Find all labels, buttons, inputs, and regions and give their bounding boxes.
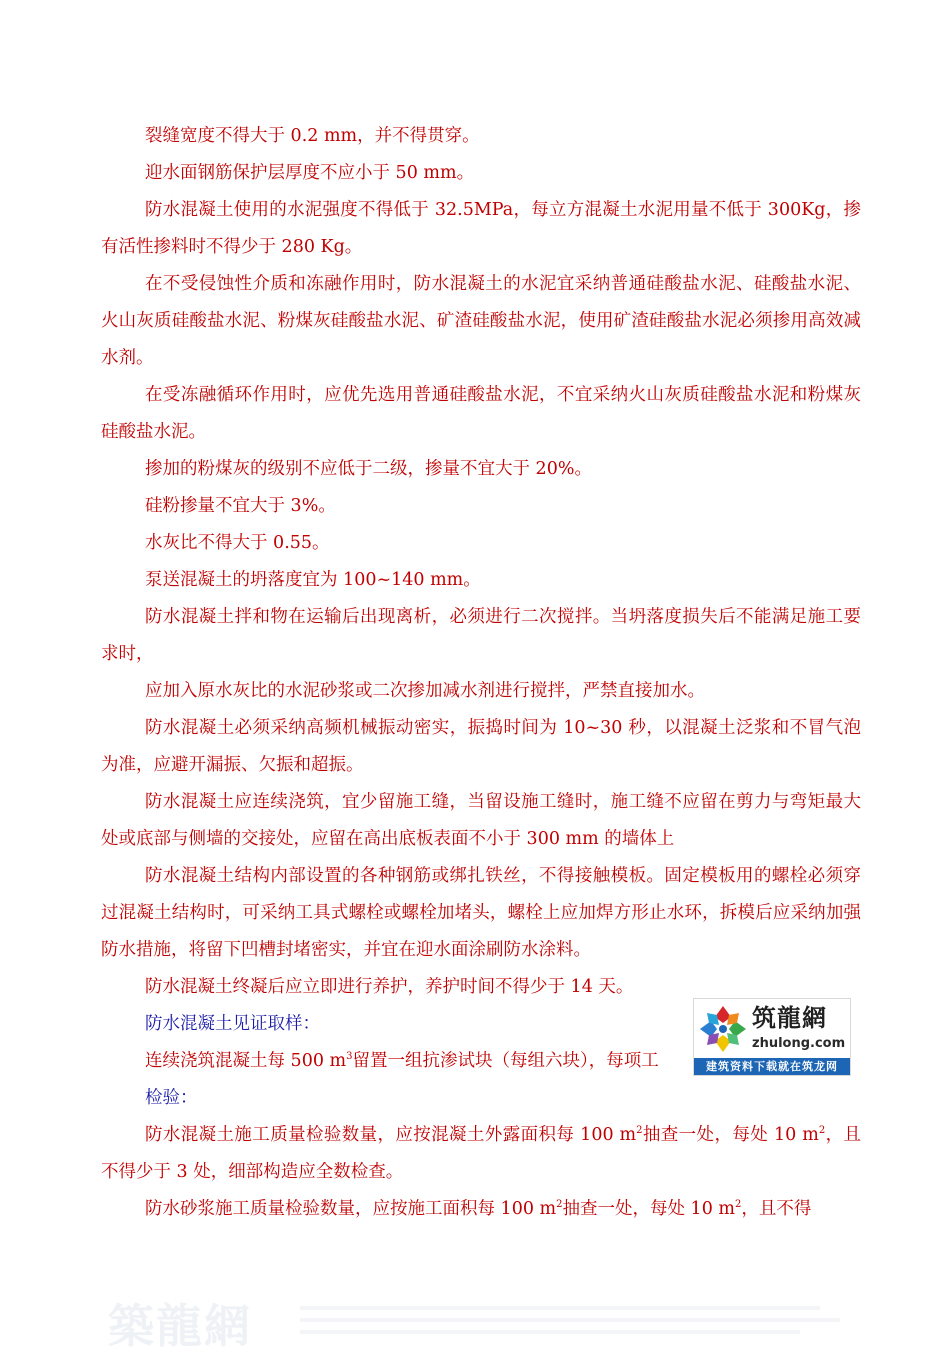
paragraph-remix: 应加入原水灰比的水泥砂浆或二次掺加减水剂进行搅拌，严禁直接加水。 bbox=[145, 681, 705, 701]
logo-slogan: 建筑资料下载就在筑龙网 bbox=[694, 1058, 850, 1075]
paragraph-cement-type: 在不受侵蚀性介质和冻融作用时，防水混凝土的水泥宜采纳普通硅酸盐水泥、硅酸盐水泥、火山灰质硅酸盐水泥、粉煤灰硅酸盐水泥、矿渣硅酸盐水泥，使用矿渣硅酸盐水泥必须掺用高效减水剂。 bbox=[101, 274, 861, 368]
footer-watermark-texture bbox=[300, 1300, 840, 1340]
sampling-superscript: 3 bbox=[346, 1051, 353, 1063]
heading-inspection: 检验： bbox=[145, 1088, 198, 1108]
inspection2-text-b: 抽查一处，每处 10 m bbox=[562, 1199, 735, 1219]
inspection1-text-a: 防水混凝土施工质量检验数量，应按混凝土外露面积每 100 m bbox=[145, 1125, 637, 1145]
inspection2-sup-2: 2 bbox=[735, 1199, 742, 1211]
paragraph-fly-ash: 掺加的粉煤灰的级别不应低于二级，掺量不宜大于 20%。 bbox=[145, 459, 592, 479]
paragraph-formwork-bolts: 防水混凝土结构内部设置的各种钢筋或绑扎铁丝，不得接触模板。固定模板用的螺栓必须穿过混凝土结构时，可采纳工具式螺栓或螺栓加堵头，螺栓上应加焊方形止水环，拆模后应采纳加强防水措施，将留下凹槽封堵密实，并宜在迎水面涂刷防水涂料。 bbox=[101, 866, 861, 960]
paragraph-water-cement-ratio: 水灰比不得大于 0.55。 bbox=[145, 533, 330, 553]
inspection1-text-b: 抽查一处，每处 10 m bbox=[642, 1125, 819, 1145]
paragraph-slump: 泵送混凝土的坍落度宜为 100~140 mm。 bbox=[145, 570, 481, 590]
inspection1-sup-2: 2 bbox=[818, 1125, 826, 1137]
paragraph-silica-fume: 硅粉掺量不宜大于 3%。 bbox=[145, 496, 336, 516]
inspection2-sup-1: 2 bbox=[556, 1199, 563, 1211]
paragraph-concrete-inspection bbox=[101, 1117, 861, 1191]
paragraph-vibration: 防水混凝土必须采纳高频机械振动密实，振捣时间为 10~30 秒，以混凝土泛浆和不冒气泡为准，应避开漏振、欠振和超振。 bbox=[101, 718, 861, 775]
paragraph-mortar-inspection bbox=[101, 1191, 861, 1228]
sampling-text-a: 连续浇筑混凝土每 500 m bbox=[145, 1051, 347, 1071]
paragraph-construction-joint: 防水混凝土应连续浇筑，宜少留施工缝，当留设施工缝时，施工缝不应留在剪力与弯矩最大处或底部与侧墙的交接处，应留在高出底板表面不小于 300 mm 的墙体上 bbox=[101, 792, 861, 849]
paragraph-segregation: 防水混凝土拌和物在运输后出现离析，必须进行二次搅拌。当坍落度损失后不能满足施工要求时， bbox=[101, 607, 861, 664]
inspection1-sup-1: 2 bbox=[636, 1125, 643, 1137]
paragraph-sampling bbox=[101, 1043, 691, 1080]
paragraph-cement-strength: 防水混凝土使用的水泥强度不得低于 32.5MPa，每立方混凝土水泥用量不低于 300Kg，掺有活性掺料时不得少于 280 Kg。 bbox=[101, 200, 861, 257]
logo-chinese-name: 筑龍網 bbox=[752, 1003, 827, 1032]
paragraph-crack-width: 裂缝宽度不得大于 0.2 mm，并不得贯穿。 bbox=[145, 126, 480, 146]
inspection1-text-c: ，且不得少于 3 处，细部构造应全数检查。 bbox=[101, 1125, 862, 1182]
paragraph-curing: 防水混凝土终凝后应立即进行养护，养护时间不得少于 14 天。 bbox=[145, 977, 634, 997]
footer-watermark: 築龍網 bbox=[108, 1299, 252, 1353]
paragraph-rebar-cover: 迎水面钢筋保护层厚度不应小于 50 mm。 bbox=[145, 163, 475, 183]
inspection2-text-a: 防水砂浆施工质量检验数量，应按施工面积每 100 m bbox=[145, 1199, 557, 1219]
heading-witness-sampling: 防水混凝土见证取样： bbox=[145, 1014, 320, 1034]
sampling-text-b: 留置一组抗渗试块（每组六块），每项工 bbox=[352, 1051, 659, 1071]
zhulong-mark-icon bbox=[697, 1003, 749, 1055]
inspection2-text-c: ，且不得 bbox=[741, 1199, 812, 1219]
zhulong-logo bbox=[693, 998, 851, 1076]
paragraph-freeze-thaw: 在受冻融循环作用时，应优先选用普通硅酸盐水泥，不宜采纳火山灰质硅酸盐水泥和粉煤灰硅酸盐水泥。 bbox=[101, 385, 861, 442]
logo-domain: zhulong.com bbox=[752, 1036, 846, 1051]
